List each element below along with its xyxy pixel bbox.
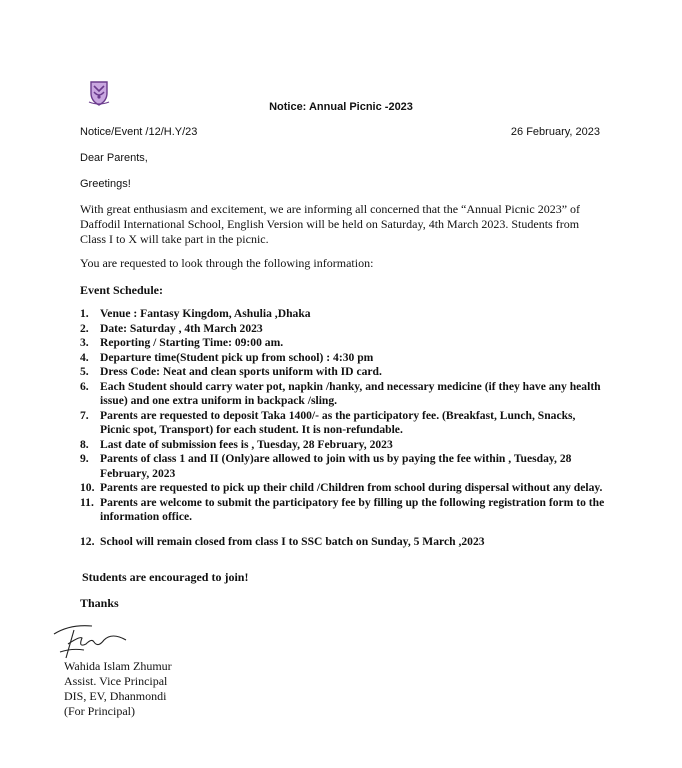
request-line: You are requested to look through the following information:	[80, 256, 374, 270]
signer-office: DIS, EV, Dhanmondi	[64, 689, 167, 703]
schedule-item	[80, 351, 608, 366]
event-schedule-list	[80, 307, 608, 549]
signer-block	[64, 659, 172, 719]
signer-name: Wahida Islam Zhumur	[64, 659, 172, 673]
notice-reference: Notice/Event /12/H.Y/23	[80, 126, 198, 138]
schedule-item	[80, 438, 608, 453]
schedule-item-text: Parents are requested to pick up their child /Children from school during dispersal without any delay.	[100, 481, 603, 494]
schedule-item-text: Parents are requested to deposit Taka 1400/- as the participatory fee. (Breakfast, Lunch, Snacks, Picnic spot, Transport) for each student. It is non-refundable.	[100, 408, 576, 436]
schedule-item-number: 11.	[80, 495, 94, 509]
schedule-heading: Event Schedule:	[80, 283, 164, 297]
schedule-item-text: Date: Saturday , 4th March 2023	[100, 321, 263, 335]
schedule-item	[80, 535, 608, 550]
schedule-item	[80, 336, 608, 351]
schedule-item	[80, 409, 608, 438]
schedule-item	[80, 452, 608, 481]
schedule-item	[80, 307, 608, 322]
schedule-item-text: Departure time(Student pick up from school) : 4:30 pm	[100, 350, 374, 364]
schedule-item-number: 4.	[80, 350, 89, 364]
schedule-item-text: Last date of submission fees is , Tuesday, 28 February, 2023	[100, 437, 393, 451]
intro-paragraph: With great enthusiasm and excitement, we are informing all concerned that the “Annual Picnic 2023” of Daffodil International School, English Version will be held on Saturday, 4th March 2023. Students from Class I to X will take part in the picnic.	[80, 202, 581, 246]
encouragement-line: Students are encouraged to join!	[82, 570, 249, 584]
signer-on-behalf: (For Principal)	[64, 704, 135, 718]
schedule-item-number: 2.	[80, 321, 89, 335]
schedule-item-text: Venue : Fantasy Kingdom, Ashulia ,Dhaka	[100, 307, 311, 320]
schedule-item-text: Reporting / Starting Time: 09:00 am.	[100, 336, 284, 349]
notice-title: Notice: Annual Picnic -2023	[269, 101, 413, 113]
schedule-item-number: 8.	[80, 437, 89, 451]
signer-title: Assist. Vice Principal	[64, 674, 168, 688]
schedule-item-number: 7.	[80, 408, 89, 422]
salutation: Dear Parents,	[80, 152, 148, 164]
schedule-item	[80, 380, 608, 409]
schedule-item-text: School will remain closed from class I to SSC batch on Sunday, 5 March ,2023	[100, 534, 485, 548]
schedule-item-number: 6.	[80, 379, 89, 393]
schedule-item-number: 12.	[80, 534, 95, 548]
schedule-item	[80, 322, 608, 337]
schedule-item-text: Parents are welcome to submit the participatory fee by filling up the following registration form to the information office.	[100, 495, 605, 523]
schedule-item-number: 9.	[80, 452, 89, 465]
schedule-item-number: 1.	[80, 307, 89, 320]
schedule-item-number: 3.	[80, 336, 89, 349]
handwritten-signature	[52, 618, 128, 660]
schedule-item-text: Dress Code: Neat and clean sports uniform with ID card.	[100, 365, 382, 378]
schedule-item	[80, 365, 608, 380]
schedule-item	[80, 481, 608, 496]
schedule-item	[80, 496, 608, 525]
greeting: Greetings!	[80, 178, 131, 190]
signature-icon	[52, 618, 128, 660]
schedule-item-text: Each Student should carry water pot, napkin /hanky, and necessary medicine (if they have any health issue) and one extra uniform in backpack /sling.	[100, 379, 601, 407]
closing-thanks: Thanks	[80, 596, 119, 610]
schedule-item-number: 5.	[80, 365, 89, 378]
notice-date: 26 February, 2023	[510, 126, 600, 138]
schedule-item-number: 10.	[80, 481, 95, 494]
schedule-item-text: Parents of class 1 and II (Only)are allowed to join with us by paying the fee within , Tuesday, 28 February, 2023	[100, 452, 572, 480]
